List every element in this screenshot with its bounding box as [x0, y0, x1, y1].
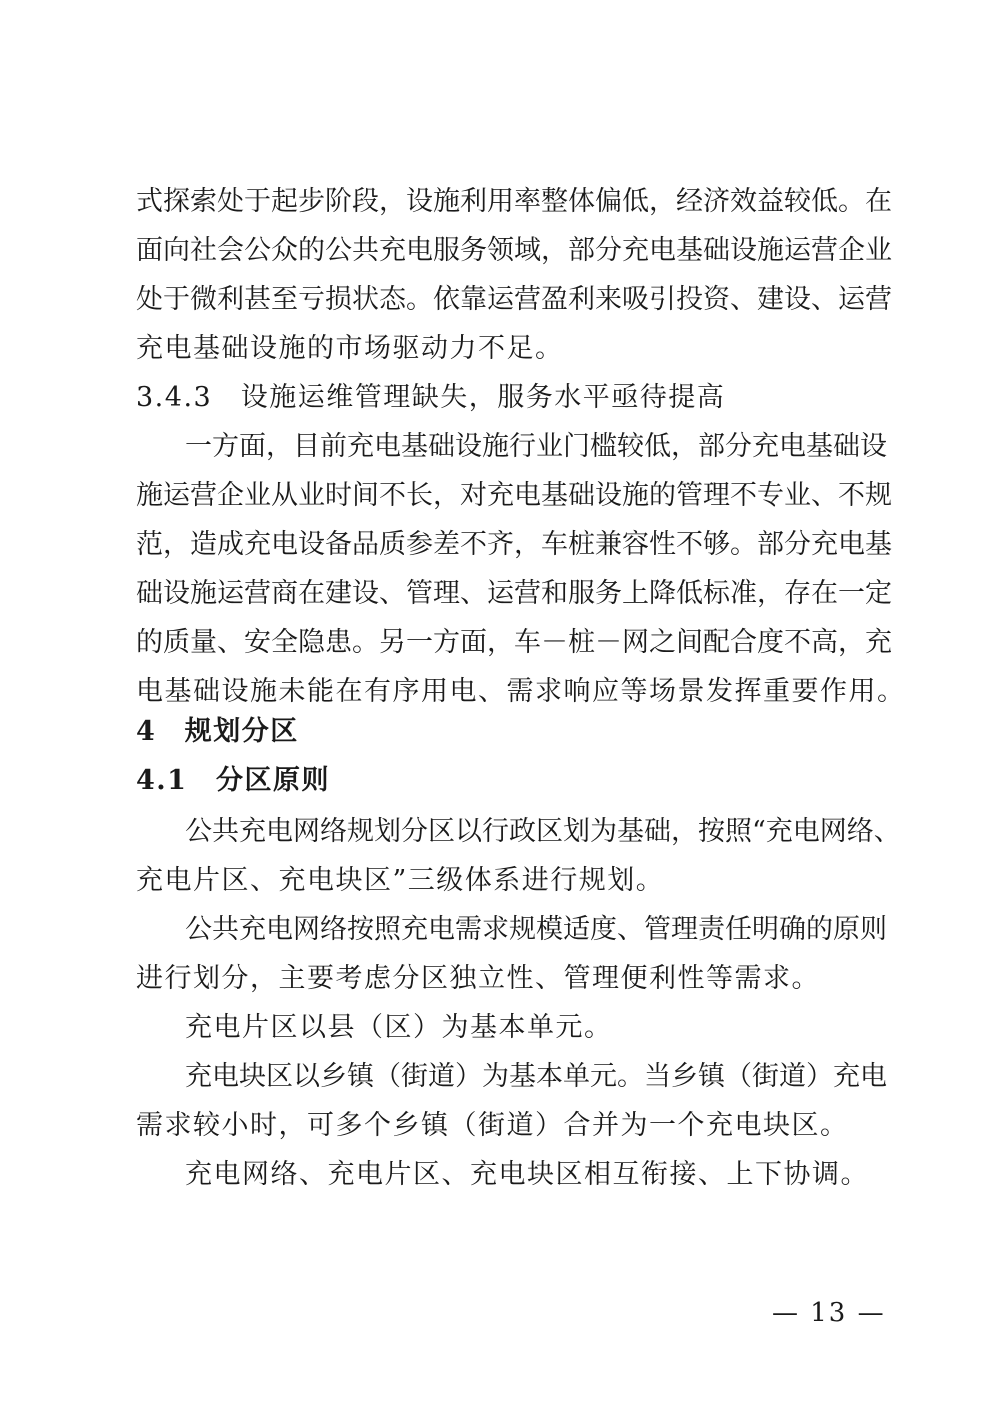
body-text-line: 式探索处于起步阶段，设施利用率整体偏低，经济效益较低。在	[136, 186, 892, 217]
body-text-line: 充电片区以县（区）为基本单元。	[185, 1012, 613, 1043]
body-text-line: 公共充电网络按照充电需求规模适度、管理责任明确的原则	[185, 914, 887, 945]
body-text-line: 充电块区以乡镇（街道）为基本单元。当乡镇（街道）充电	[185, 1061, 887, 1092]
body-text-line: 进行划分，主要考虑分区独立性、管理便利性等需求。	[136, 963, 820, 994]
body-text-line: 面向社会公众的公共充电服务领域，部分充电基础设施运营企业	[136, 235, 892, 266]
body-text-line: 充电网络、充电片区、充电块区相互衔接、上下协调。	[185, 1159, 869, 1190]
section-heading-3-4-3: 3.4.3 设施运维管理缺失，服务水平亟待提高	[136, 382, 726, 413]
page-number: — 13 —	[772, 1298, 886, 1328]
body-text-line: 需求较小时，可多个乡镇（街道）合并为一个充电块区。	[136, 1110, 849, 1141]
body-text-line: 处于微利甚至亏损状态。依靠运营盈利来吸引投资、建设、运营	[136, 284, 892, 315]
section-heading-4-1: 4.1 分区原则	[136, 765, 330, 796]
section-heading-4: 4 规划分区	[136, 716, 299, 747]
body-text-line: 范，造成充电设备品质参差不齐，车桩兼容性不够。部分充电基	[136, 529, 892, 560]
body-text-line: 施运营企业从业时间不长，对充电基础设施的管理不专业、不规	[136, 480, 892, 511]
body-text-line: 充电片区、充电块区”三级体系进行规划。	[136, 865, 665, 896]
body-text-line: 电基础设施未能在有序用电、需求响应等场景发挥重要作用。	[136, 676, 906, 707]
body-text-line: 公共充电网络规划分区以行政区划为基础，按照“充电网络、	[185, 816, 901, 847]
body-text-line: 一方面，目前充电基础设施行业门槛较低，部分充电基础设	[185, 431, 887, 462]
body-text-line: 础设施运营商在建设、管理、运营和服务上降低标准，存在一定	[136, 578, 892, 609]
body-text-line: 充电基础设施的市场驱动力不足。	[136, 333, 564, 364]
body-text-line: 的质量、安全隐患。另一方面，车－桩－网之间配合度不高，充	[136, 627, 892, 658]
